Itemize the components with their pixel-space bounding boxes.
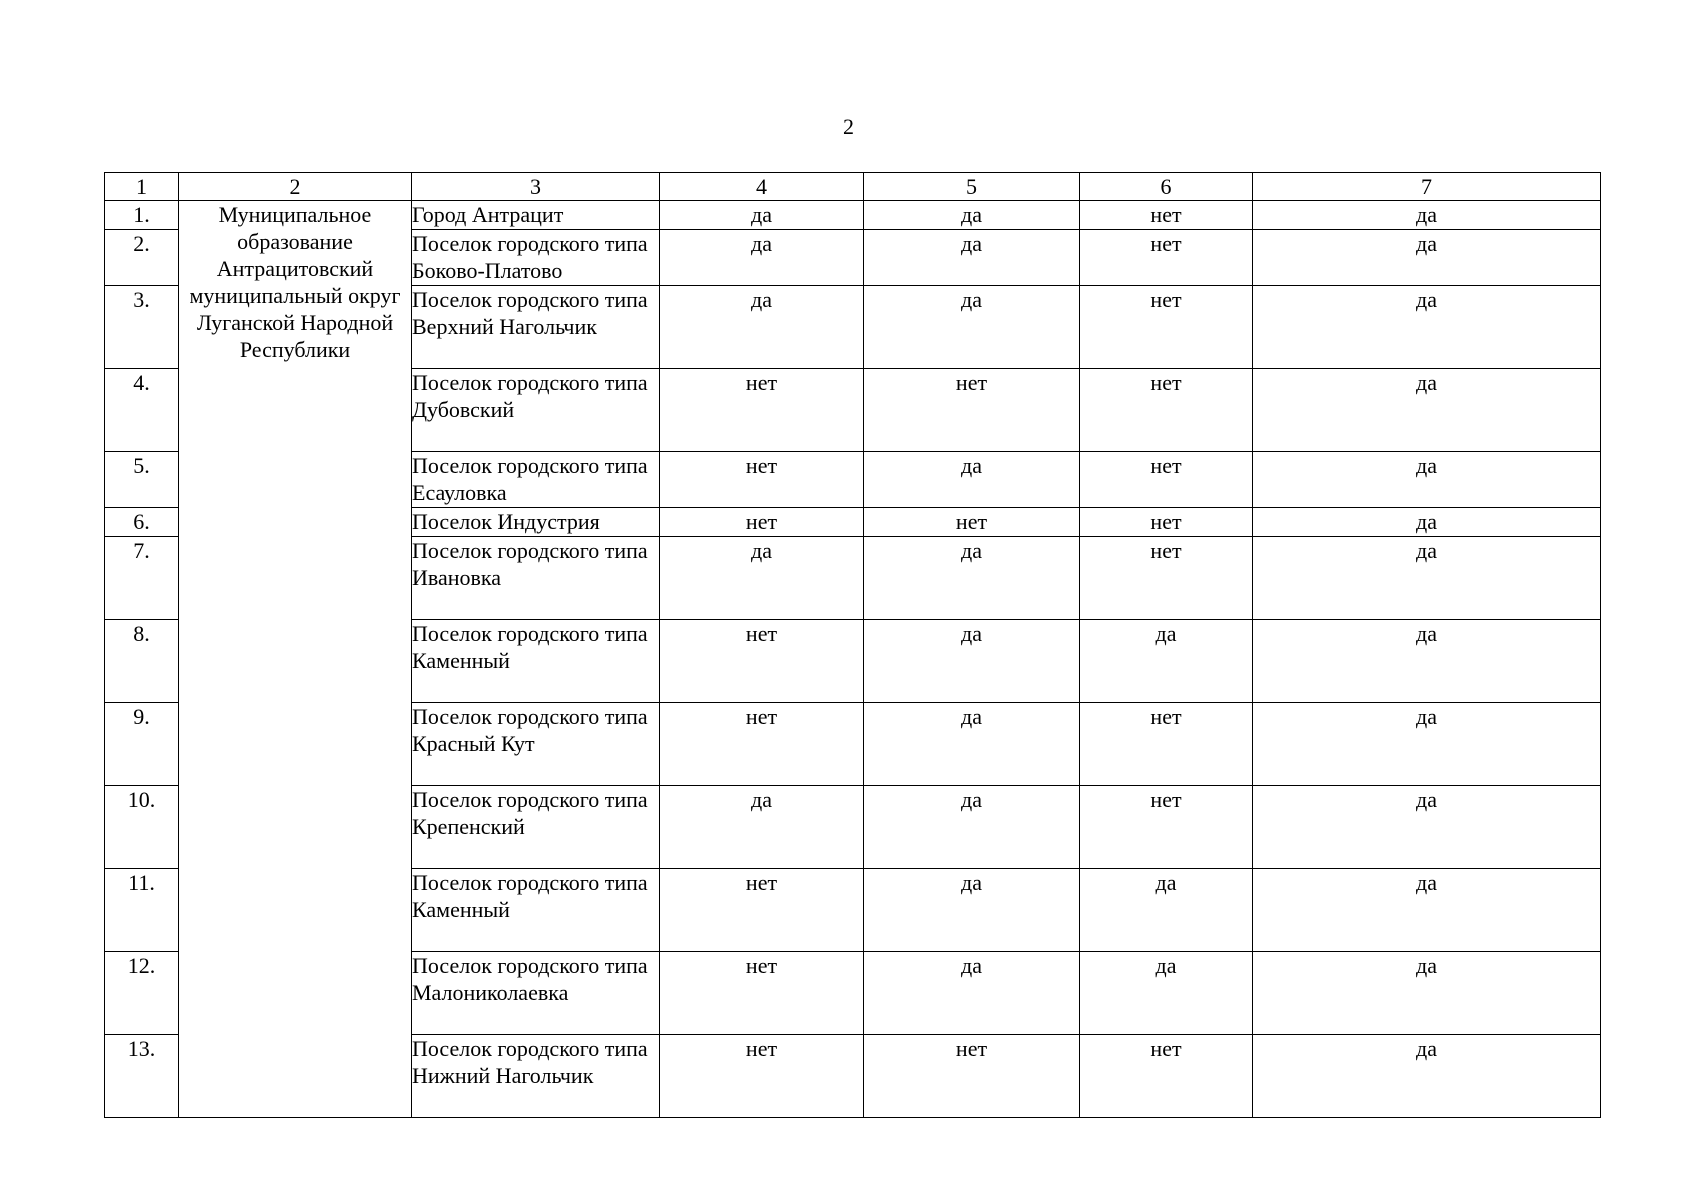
cell-col6: да (1080, 869, 1253, 952)
cell-col6: нет (1080, 508, 1253, 537)
cell-col5: нет (864, 1035, 1080, 1118)
header-cell: 5 (864, 173, 1080, 201)
row-number: 1. (105, 201, 179, 230)
row-number: 7. (105, 537, 179, 620)
cell-col7: да (1253, 537, 1601, 620)
row-number: 13. (105, 1035, 179, 1118)
settlement-name: Город Антрацит (412, 201, 660, 230)
cell-col7: да (1253, 952, 1601, 1035)
cell-col4: нет (660, 869, 864, 952)
cell-col4: нет (660, 952, 864, 1035)
cell-col7: да (1253, 452, 1601, 508)
settlement-name: Поселок Индустрия (412, 508, 660, 537)
settlements-table (104, 172, 1601, 1118)
cell-col6: да (1080, 952, 1253, 1035)
cell-col4: да (660, 230, 864, 286)
row-number: 5. (105, 452, 179, 508)
header-cell: 3 (412, 173, 660, 201)
cell-col4: нет (660, 508, 864, 537)
cell-col5: да (864, 537, 1080, 620)
cell-col4: нет (660, 1035, 864, 1118)
cell-col4: нет (660, 369, 864, 452)
header-cell: 1 (105, 173, 179, 201)
cell-col7: да (1253, 869, 1601, 952)
header-cell: 2 (179, 173, 412, 201)
row-number: 4. (105, 369, 179, 452)
settlement-name: Поселок городского типа Боково-Платово (412, 230, 660, 286)
cell-col7: да (1253, 201, 1601, 230)
cell-col4: нет (660, 620, 864, 703)
cell-col5: нет (864, 369, 1080, 452)
settlement-name: Поселок городского типа Крепенский (412, 786, 660, 869)
row-number: 9. (105, 703, 179, 786)
cell-col7: да (1253, 369, 1601, 452)
table-row (105, 201, 1601, 230)
cell-col7: да (1253, 230, 1601, 286)
cell-col6: нет (1080, 786, 1253, 869)
cell-col7: да (1253, 1035, 1601, 1118)
settlement-name: Поселок городского типа Есауловка (412, 452, 660, 508)
cell-col7: да (1253, 286, 1601, 369)
header-cell: 7 (1253, 173, 1601, 201)
settlement-name: Поселок городского типа Верхний Нагольчик (412, 286, 660, 369)
cell-col4: нет (660, 703, 864, 786)
cell-col5: да (864, 786, 1080, 869)
cell-col6: нет (1080, 286, 1253, 369)
cell-col5: да (864, 869, 1080, 952)
cell-col5: да (864, 286, 1080, 369)
cell-col6: нет (1080, 537, 1253, 620)
settlement-name: Поселок городского типа Красный Кут (412, 703, 660, 786)
cell-col5: да (864, 230, 1080, 286)
cell-col4: нет (660, 452, 864, 508)
cell-col6: нет (1080, 703, 1253, 786)
cell-col6: нет (1080, 452, 1253, 508)
cell-col5: да (864, 452, 1080, 508)
cell-col6: да (1080, 620, 1253, 703)
cell-col7: да (1253, 620, 1601, 703)
settlement-name: Поселок городского типа Нижний Нагольчик (412, 1035, 660, 1118)
cell-col4: да (660, 286, 864, 369)
municipality-cell: Муниципальное образование Антрацитовский муниципальный округ Луганской Народной Республики (179, 201, 412, 1118)
row-number: 11. (105, 869, 179, 952)
settlement-name: Поселок городского типа Ивановка (412, 537, 660, 620)
row-number: 10. (105, 786, 179, 869)
cell-col5: да (864, 201, 1080, 230)
cell-col7: да (1253, 508, 1601, 537)
cell-col6: нет (1080, 369, 1253, 452)
cell-col6: нет (1080, 1035, 1253, 1118)
header-cell: 4 (660, 173, 864, 201)
settlement-name: Поселок городского типа Каменный (412, 869, 660, 952)
cell-col5: нет (864, 508, 1080, 537)
cell-col5: да (864, 703, 1080, 786)
cell-col4: да (660, 201, 864, 230)
table-header-row (105, 173, 1601, 201)
row-number: 2. (105, 230, 179, 286)
row-number: 6. (105, 508, 179, 537)
row-number: 3. (105, 286, 179, 369)
cell-col7: да (1253, 786, 1601, 869)
cell-col5: да (864, 952, 1080, 1035)
row-number: 8. (105, 620, 179, 703)
settlement-name: Поселок городского типа Малониколаевка (412, 952, 660, 1035)
row-number: 12. (105, 952, 179, 1035)
settlement-name: Поселок городского типа Дубовский (412, 369, 660, 452)
cell-col4: да (660, 537, 864, 620)
cell-col6: нет (1080, 201, 1253, 230)
settlement-name: Поселок городского типа Каменный (412, 620, 660, 703)
cell-col5: да (864, 620, 1080, 703)
page-number: 2 (843, 114, 854, 139)
cell-col7: да (1253, 703, 1601, 786)
cell-col4: да (660, 786, 864, 869)
header-cell: 6 (1080, 173, 1253, 201)
cell-col6: нет (1080, 230, 1253, 286)
